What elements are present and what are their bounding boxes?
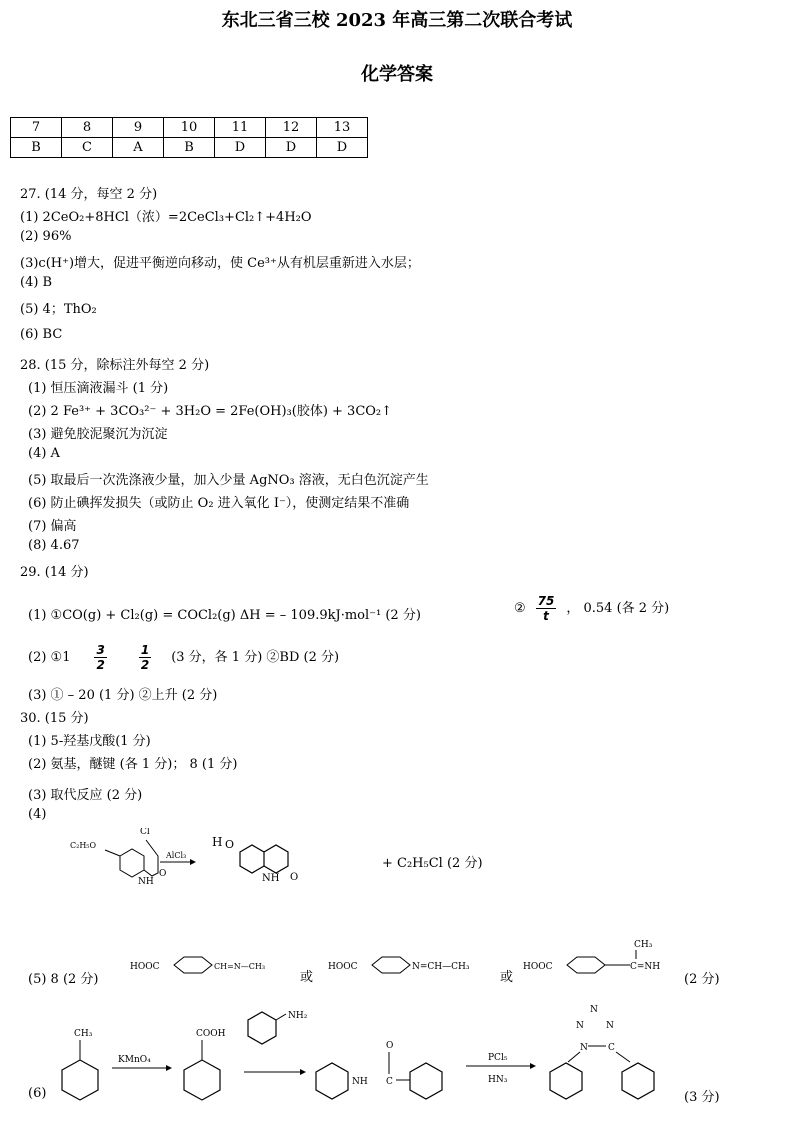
- q29-answer-1-part-b: [514, 594, 669, 623]
- q30-answer-4-label: (4): [28, 807, 47, 822]
- nitrogen-label: N: [606, 1021, 614, 1031]
- benzene-ring: [240, 845, 264, 873]
- benzene-ring: [316, 1063, 348, 1099]
- fraction-3-over-2: [94, 643, 106, 672]
- carbon-label: C: [386, 1077, 393, 1087]
- carbon-5-label: C: [608, 1043, 615, 1053]
- q29-answer-1-equation: (1) ①CO(g) + Cl₂(g) = COCl₂(g) ΔH = – 109.9kJ·mol⁻¹ (2 分): [28, 608, 421, 623]
- fraction-denominator: 2: [96, 658, 105, 672]
- methyl-label: CH₃: [634, 940, 653, 950]
- nh-label: NH: [138, 877, 154, 887]
- q28-answer-2: (2) 2 Fe³⁺ + 3CO₃²⁻ + 3H₂O = 2Fe(OH)₃(胶体) + 3CO₂↑: [28, 404, 393, 419]
- q28-answer-8: (8) 4.67: [28, 538, 80, 553]
- cooh-label: HOOC: [130, 962, 160, 972]
- table-cell: 7: [11, 118, 62, 138]
- or-text-1: 或: [300, 970, 314, 985]
- side-chain: [144, 840, 158, 876]
- q30-5-score: (2 分): [684, 972, 720, 987]
- benzene-ring-aniline: [248, 1012, 276, 1044]
- fraction-numerator: 3: [96, 643, 105, 657]
- q27-answer-4: (4) B: [20, 275, 53, 290]
- oxygen-label: O: [225, 838, 235, 851]
- nitrogen-label: N: [590, 1005, 598, 1015]
- benzene-ring: [372, 957, 410, 973]
- q28-answer-7: (7) 偏高: [28, 519, 77, 534]
- bond: [105, 850, 120, 856]
- fraction-1-over-2: [139, 643, 151, 672]
- pcl5-label: PCl₅: [488, 1053, 508, 1063]
- q30-heading: 30. (15 分): [20, 711, 89, 726]
- table-cell: C: [62, 138, 113, 158]
- ethoxy-label: C₂H₅O: [70, 841, 97, 850]
- document-title: 东北三省三校 2023 年高三第二次联合考试: [221, 10, 573, 31]
- table-cell: B: [164, 138, 215, 158]
- fraction-denominator: t: [543, 609, 549, 623]
- benzene-ring: [410, 1063, 442, 1099]
- oxygen-label: O: [159, 869, 167, 879]
- fraction-numerator: 1: [140, 643, 150, 657]
- q29-heading: 29. (14 分): [20, 565, 89, 580]
- q30-answer-3: (3) 取代反应 (2 分): [28, 788, 143, 803]
- benzene-ring: [567, 957, 605, 973]
- alcl3-label: AlCl₃: [166, 851, 187, 860]
- chloro-label: Cl: [140, 828, 150, 837]
- q27-answer-6: (6) BC: [20, 327, 63, 342]
- table-cell: D: [215, 138, 266, 158]
- q30-6-score: (3 分): [684, 1090, 720, 1105]
- table-cell: 13: [317, 118, 368, 138]
- q30-answer-5-label: (5) 8 (2 分): [28, 972, 99, 987]
- arrow-head: [166, 1065, 172, 1071]
- table-cell: 8: [62, 118, 113, 138]
- q28-answer-3: (3) 避免胶泥聚沉为沉淀: [28, 427, 168, 442]
- nitrogen-1-label: N: [580, 1043, 588, 1053]
- bond: [276, 1014, 286, 1020]
- q28-heading: 28. (15 分，除标注外每空 2 分): [20, 358, 210, 373]
- q30-5-structures: [130, 935, 690, 985]
- bond: [568, 1052, 580, 1062]
- bond: [616, 1052, 630, 1062]
- table-cell: B: [11, 138, 62, 158]
- lactam-ring: [264, 845, 288, 873]
- benzene-ring-benzoic-acid: [184, 1060, 220, 1100]
- answer-table-answers-row: [11, 138, 368, 158]
- fraction-denominator: 2: [140, 658, 150, 672]
- q28-answer-1: (1) 恒压滴液漏斗 (1 分): [28, 381, 169, 396]
- h-label: H: [212, 835, 223, 849]
- q27-answer-5: (5) 4；ThO₂: [20, 302, 97, 317]
- q27-answer-2: (2) 96%: [20, 229, 72, 244]
- nh2-label: NH₂: [288, 1011, 308, 1021]
- q28-answer-5: (5) 取最后一次洗涤液少量，加入少量 AgNO₃ 溶液，无白色沉淀产生: [28, 473, 429, 488]
- benzene-ring: [120, 849, 144, 877]
- table-cell: 9: [113, 118, 164, 138]
- q30-answer-6-label: (6): [28, 1086, 47, 1101]
- fraction-75-over-t: [536, 594, 557, 623]
- q30-answer-1: (1) 5-羟基戊酸(1 分): [28, 734, 151, 749]
- hn3-label: HN₃: [488, 1075, 508, 1085]
- table-cell: A: [113, 138, 164, 158]
- q30-answer-2: (2) 氨基，醚键 (各 1 分)； 8 (1 分): [28, 757, 238, 772]
- table-cell: D: [317, 138, 368, 158]
- arrow-head: [190, 859, 196, 865]
- imine-label: C=NH: [630, 962, 661, 972]
- document-subtitle: 化学答案: [361, 64, 433, 85]
- oxygen-label: O: [290, 872, 299, 883]
- benzene-ring-toluene: [62, 1060, 98, 1100]
- q27-heading: 27. (14 分，每空 2 分): [20, 187, 158, 202]
- q29-answer-2: [28, 643, 339, 672]
- benzene-ring: [622, 1063, 654, 1099]
- q28-answer-6: (6) 防止碘挥发损失（或防止 O₂ 进入氧化 I⁻），使测定结果不准确: [28, 496, 410, 511]
- table-cell: 12: [266, 118, 317, 138]
- q29-answer-2-prefix: (2) ①1: [28, 650, 71, 665]
- table-cell: D: [266, 138, 317, 158]
- q27-answer-3: (3)c(H⁺)增大，促进平衡逆向移动，使 Ce³⁺从有机层重新进入水层；: [20, 256, 420, 271]
- answer-table: [10, 117, 368, 158]
- table-cell: 10: [164, 118, 215, 138]
- q29-answer-1-rest: ， 0.54 (各 2 分): [566, 601, 670, 616]
- cooh-label: COOH: [196, 1029, 226, 1039]
- nh-label: NH: [352, 1077, 368, 1087]
- arrow-head: [530, 1063, 536, 1069]
- nh-label: NH: [262, 873, 280, 884]
- q27-answer-1: (1) 2CeO₂+8HCl（浓）=2CeCl₃+Cl₂↑+4H₂O: [20, 210, 312, 225]
- or-text-2: 或: [500, 970, 514, 985]
- answer-table-numbers-row: [11, 118, 368, 138]
- methyl-label: CH₃: [74, 1029, 93, 1039]
- cooh-label: HOOC: [523, 962, 553, 972]
- q29-answer-3: (3) ① – 20 (1 分) ②上升 (2 分): [28, 688, 218, 703]
- q29-answer-2-rest: (3 分，各 1 分) ②BD (2 分): [171, 650, 340, 665]
- q30-6-synthesis-route: [48, 998, 688, 1108]
- benzene-ring: [174, 957, 212, 973]
- q30-4-byproduct: + C₂H₅Cl (2 分): [382, 856, 483, 871]
- substituent-1: CH=N—CH₃: [214, 962, 266, 971]
- oxygen-label: O: [386, 1041, 394, 1051]
- kmno4-label: KMnO₄: [118, 1055, 151, 1065]
- cooh-label: HOOC: [328, 962, 358, 972]
- benzene-ring: [550, 1063, 582, 1099]
- circled-2-label: ②: [514, 601, 526, 616]
- arrow-head: [300, 1069, 306, 1075]
- fraction-numerator: 75: [537, 594, 555, 608]
- substituent-2: N=CH—CH₃: [412, 962, 470, 972]
- nitrogen-label: N: [576, 1021, 584, 1031]
- table-cell: 11: [215, 118, 266, 138]
- q28-answer-4: (4) A: [28, 446, 60, 461]
